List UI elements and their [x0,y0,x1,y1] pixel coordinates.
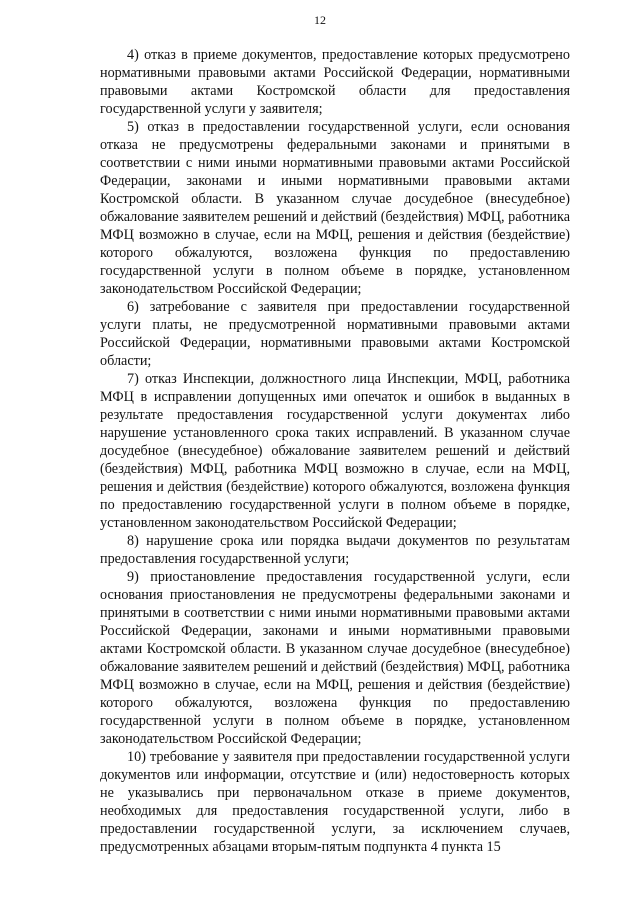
paragraph-item-4: 4) отказ в приеме документов, предоставление которых предусмотрено нормативными правовыми актами Российской Федерации, нормативными правовыми актами Костромской области для предоставления государственной услуги у заявителя; [100,47,570,117]
paragraph-item-6: 6) затребование с заявителя при предоставлении государственной услуги платы, не предусмотренной нормативными правовыми актами Российской Федерации, нормативными правовыми актами Костромской области; [100,299,570,369]
paragraph-item-9: 9) приостановление предоставления государственной услуги, если основания приостановления не предусмотрены федеральными законами и принятыми в соответствии с ними иными нормативными правовыми актами Российской Федерации, законами и иными нормативными правовыми актами Костромской области. В указанном случае досудебное (внесудебное) обжалование заявителем решений и действий (бездействия) МФЦ, работника МФЦ возможно в случае, если на МФЦ, решения и действия (бездействие) которого обжалуются, возложена функция по предоставлению государственной услуги в полном объеме в порядке, установленном законодательством Российской Федерации; [100,569,570,747]
paragraph-item-8: 8) нарушение срока или порядка выдачи документов по результатам предоставления государственной услуги; [100,533,570,567]
paragraph-item-7: 7) отказ Инспекции, должностного лица Инспекции, МФЦ, работника МФЦ в исправлении допущенных ими опечаток и ошибок в выданных в результате предоставления государственной услуги документах либо нарушение установленного срока таких исправлений. В указанном случае досудебное (внесудебное) обжалование заявителем решений и действий (бездействия) МФЦ, работника МФЦ возможно в случае, если на МФЦ, решения и действия (бездействие) которого обжалуются, возложена функция по предоставлению государственной услуги в полном объеме в порядке, установленном законодательством Российской Федерации; [100,371,570,531]
paragraph-item-10: 10) требование у заявителя при предоставлении государственной услуги документов или информации, отсутствие и (или) недостоверность которых не указывались при первоначальном отказе в приеме документов, необходимых для предоставления государственной услуги, либо в предоставлении государственной услуги, за исключением случаев, предусмотренных абзацами вторым-пятым подпункта 4 пункта 15 [100,749,570,855]
page-number: 12 [314,13,326,27]
paragraph-item-5: 5) отказ в предоставлении государственной услуги, если основания отказа не предусмотрены федеральными законами и принятыми в соответствии с ними иными нормативными правовыми актами Российской Федерации, законами и иными нормативными правовыми актами Костромской области. В указанном случае досудебное (внесудебное) обжалование заявителем решений и действий (бездействия) МФЦ, работника МФЦ возможно в случае, если на МФЦ, решения и действия (бездействие) которого обжалуются, возложена функция по предоставлению государственной услуги в полном объеме в порядке, установленном законодательством Российской Федерации; [100,119,570,297]
